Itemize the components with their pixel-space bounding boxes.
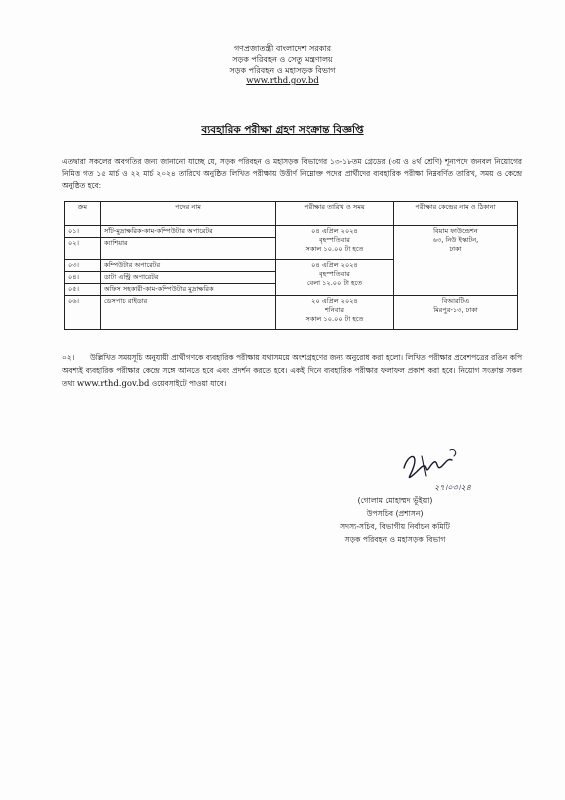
header-exam-venue: পরীক্ষার কেন্দ্রের নাম ও ঠিকানা bbox=[394, 202, 518, 226]
venue-address: ৬৩, নিউ ইস্কাটন, bbox=[432, 236, 479, 244]
serial-cell: ০২। bbox=[65, 238, 101, 260]
schedule-cell-3 bbox=[276, 296, 394, 330]
schedule-day: বৃহস্পতিবার bbox=[319, 270, 350, 278]
exam-schedule-table bbox=[64, 201, 518, 330]
header-line-ministry: সড়ক পরিবহন ও সেতু মন্ত্রণালয় bbox=[232, 55, 333, 64]
header-line-division: সড়ক পরিবহন ও মহাসড়ক বিভাগ bbox=[229, 66, 336, 75]
signature-date: ২৭।০৩।২৪ bbox=[434, 483, 471, 492]
schedule-time: সকাল ১০.০০ টা হতে bbox=[305, 315, 364, 323]
post-cell: সাঁট-মুদ্রাক্ষরিক-কাম-কম্পিউটার অপারেটর bbox=[101, 226, 276, 238]
table-row bbox=[65, 226, 518, 238]
website-link[interactable]: www.rthd.gov.bd bbox=[76, 379, 150, 389]
table-header-row bbox=[65, 202, 518, 226]
paragraph-number: ০২। bbox=[62, 353, 75, 362]
header-exam-datetime: পরীক্ষার তারিখ ও সময় bbox=[276, 202, 394, 226]
venue-name: বিআরটিএ bbox=[441, 297, 470, 305]
header-serial: ক্রম bbox=[65, 202, 101, 226]
post-cell: কম্পিউটার অপারেটর bbox=[101, 260, 276, 272]
venue-name: বিয়াম ফাউন্ডেশন bbox=[433, 227, 478, 235]
intro-paragraph: এতদ্বারা সকলের অবগতির জন্য জানানো যাচ্ছে যে, সড়ক পরিবহন ও মহাসড়ক বিভাগের ১৩-১৮তম গ্রেডের (৩য় ও ৪র্থ শ্রেণি) শূন্যপদে জনবল নিয়োগের নিমিত্ত গত ১৫ মার্চ ও ২২ মার্চ ২০২৪ তারিখে অনুষ্ঠিত লিখিত পরীক্ষায় উত্তীর্ণ নিম্নোক্ত পদের প্রার্থীদের ব্যবহারিক পরীক্ষা নিম্নবর্ণিত তারিখ, সময় ও কেন্দ্রে অনুষ্ঠিত হবে: bbox=[62, 157, 522, 190]
table-row bbox=[65, 296, 518, 330]
schedule-date: ০৪ এপ্রিল ২০২৪ bbox=[311, 261, 358, 269]
header-post-name: পদের নাম bbox=[101, 202, 276, 226]
venue-cell-1 bbox=[394, 226, 518, 296]
serial-cell: ০৬। bbox=[65, 296, 101, 330]
schedule-day: শনিবার bbox=[325, 306, 344, 314]
post-cell: ডেসপাচ রাইডার bbox=[101, 296, 276, 330]
header-website-link[interactable]: www.rthd.gov.bd bbox=[246, 76, 319, 86]
schedule-date: ০৪ এপ্রিল ২০২৪ bbox=[311, 227, 358, 235]
schedule-day: বৃহস্পতিবার bbox=[319, 236, 350, 244]
signatory-name: (গোলাম মোহাম্মদ ভূঁইয়া) bbox=[357, 496, 433, 505]
signatory-designation: উপসচিব (প্রশাসন) bbox=[366, 509, 424, 518]
instructions-text: উল্লিখিত সময়সূচি অনুযায়ী প্রার্থীগণকে ব্যবহারিক পরীক্ষায় যথাসময়ে অংশগ্রহণের জন্য অনুরোধ করা হলো। লিখিত পরীক্ষার প্রবেশপত্রের রঙিন কপি অবশ্যই ব্যবহারিক পরীক্ষার কেন্দ্রে সঙ্গে আনতে হবে এবং প্রদর্শন করতে হবে। একই দিনে ব্যবহারিক পরীক্ষার ফলাফল প্রকাশ করা হবে। নিয়োগ সংক্রান্ত সকল তথ্য bbox=[62, 353, 522, 388]
post-cell: অফিস সহকারী-কাম-কম্পিউটার মুদ্রাক্ষরিক bbox=[101, 284, 276, 296]
schedule-date: ২০ এপ্রিল ২০২৪ bbox=[311, 297, 358, 305]
serial-cell: ০১। bbox=[65, 226, 101, 238]
venue-city: ঢাকা bbox=[449, 245, 462, 253]
notice-title bbox=[0, 123, 565, 140]
signatory-office: সড়ক পরিবহন ও মহাসড়ক বিভাগ bbox=[344, 535, 446, 544]
post-cell: ডাটা এন্ট্রি অপারেটর bbox=[101, 272, 276, 284]
post-cell: ক্যাশিয়ার bbox=[101, 238, 276, 260]
schedule-cell-2 bbox=[276, 260, 394, 296]
serial-cell: ০৫। bbox=[65, 284, 101, 296]
signatory-block bbox=[300, 494, 490, 546]
notice-title-text: ব্যবহারিক পরীক্ষা গ্রহণ সংক্রান্ত বিজ্ঞপ্তি bbox=[201, 124, 364, 136]
venue-cell-2 bbox=[394, 296, 518, 330]
handwritten-signature bbox=[398, 446, 478, 496]
schedule-time: সকাল ১০.০০ টা হতে bbox=[305, 245, 364, 253]
header-line-govt: গণপ্রজাতন্ত্রী বাংলাদেশ সরকার bbox=[233, 44, 332, 53]
signatory-role: সদস্য-সচিব, বিভাগীয় নির্বাচন কমিটি bbox=[340, 522, 450, 531]
venue-address: মিরপুর-১৩, ঢাকা bbox=[433, 306, 478, 314]
schedule-time: বেলা ১২.০০ টা হতে bbox=[306, 279, 363, 287]
instructions-paragraph bbox=[62, 351, 522, 391]
instructions-tail: ওয়েবসাইটে পাওয়া যাবে। bbox=[151, 379, 227, 388]
serial-cell: ০৩। bbox=[65, 260, 101, 272]
serial-cell: ০৪। bbox=[65, 272, 101, 284]
letterhead bbox=[0, 43, 565, 87]
schedule-cell-1 bbox=[276, 226, 394, 260]
